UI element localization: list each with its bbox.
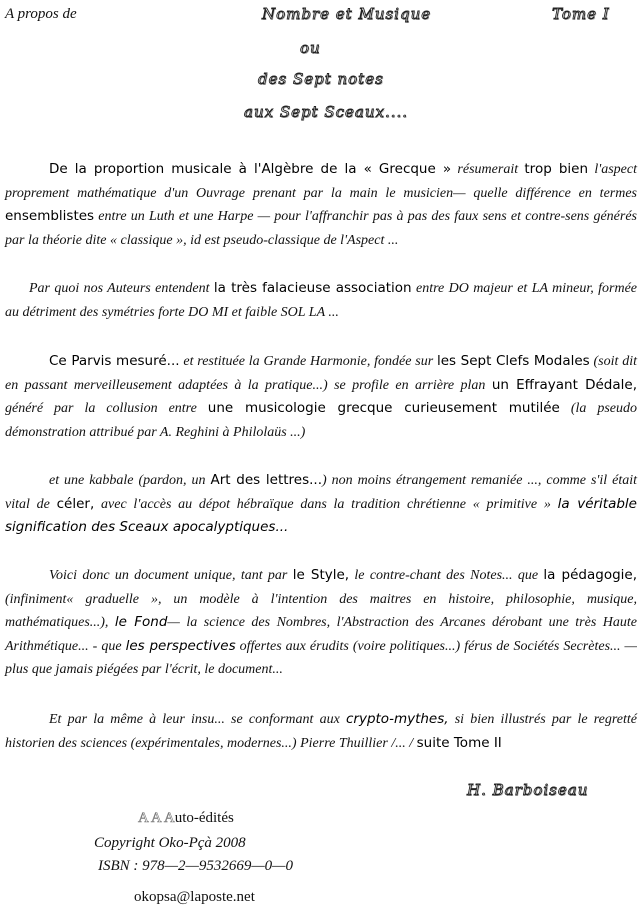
p3-text-1: et restituée la Grande Harmonie, fondée sur (179, 354, 437, 369)
subtitle-seven-notes: des Sept notes (258, 70, 384, 88)
p4-bold-3: la véritable signification des Sceaux apocalyptiques... (5, 495, 637, 535)
p5-text-4: — la science des Nombres, l'Abstraction des Arcanes dérobant une très Haute Arithmétique... - que (5, 615, 637, 654)
self-published-prefix: A A A (138, 810, 175, 826)
p3-bold-2: les Sept Clefs Modales (436, 353, 590, 369)
paragraph-3 (5, 350, 637, 444)
p1-text-3: entre un Luth et une Harpe — pour l'affranchir pas à pas des faux sens et contre-sens générés par la théorie dite « classique », id est pseudo-classique de l'Aspect ... (5, 209, 637, 248)
p6-text-2: si bien illustrés par le regretté historien des sciences (expérimentales, modernes...) Pierre Thuillier /... / (5, 712, 637, 751)
p3-text-3: généré par la collusion entre (5, 401, 208, 416)
p5-text-2: le contre-chant des Notes... que (349, 568, 544, 583)
self-published-note (138, 810, 234, 827)
p1-bold-1: De la proportion musicale à l'Algèbre de la « Grecque » (49, 161, 452, 177)
paragraph-2 (5, 277, 637, 324)
p5-text-3: (infiniment« graduelle », un modèle à l'intention des maitres en histoire, philosophie, musique, mathématiques...), (5, 591, 637, 630)
p6-bold-2: suite Tome II (416, 734, 502, 751)
p6-bold-1: crypto-mythes, (345, 711, 449, 727)
p1-text-1: résumerait (451, 162, 525, 177)
p5-bold-1: le Style, (292, 567, 350, 583)
self-published-text: uto-édités (174, 810, 234, 826)
p3-bold-3: un Effrayant Dédale, (491, 376, 637, 393)
book-title: Nombre et Musique (262, 5, 432, 23)
p5-bold-3: le Fond (114, 614, 168, 630)
author-signature: H. Barboiseau (467, 781, 589, 799)
p3-bold-4: une musicologie grecque curieusement mutilée (207, 400, 560, 416)
p5-bold-4: les perspectives (125, 637, 236, 654)
paragraph-5 (5, 564, 637, 682)
subtitle-seven-seals: aux Sept Sceaux.... (244, 103, 409, 121)
p3-text-2: (soit dit en passant merveilleusement adaptées à la pratique...) se profile en arrière plan (5, 354, 637, 393)
paragraph-4 (5, 469, 637, 540)
isbn-line: ISBN : 978—2—9532669—0—0 (98, 858, 294, 874)
p1-bold-2: trop bien (524, 161, 589, 177)
subtitle-or: ou (300, 39, 321, 57)
p2-text-2: entre DO majeur et LA mineur, formée au détriment des symétries forte DO MI et faible SOL LA ... (5, 281, 637, 320)
header-left-label: A propos de (5, 6, 77, 22)
p5-text-5: offertes aux érudits (voire politiques...) férus de Sociétés Secrètes... — plus que jamais piégées par l'écrit, le document... (5, 638, 637, 677)
p1-text-2: l'aspect proprement mathématique d'un Ouvrage prenant par la main le musicien— quelle différence en termes (5, 162, 637, 201)
p4-bold-2: céler, (56, 495, 95, 512)
p4-text-1: et une kabbale (pardon, un (49, 473, 211, 488)
contact-email: okopsa@laposte.net (134, 889, 255, 905)
copyright-line: Copyright Oko-Pçà 2008 (94, 835, 246, 851)
p3-bold-1: Ce Parvis mesuré... (49, 353, 180, 369)
paragraph-6 (5, 708, 637, 755)
p5-bold-2: la pédagogie, (543, 567, 638, 583)
p4-bold-1: Art des lettres... (210, 472, 323, 488)
p1-bold-3: ensemblistes (5, 208, 95, 224)
p2-text-1: Par quoi nos Auteurs entendent (29, 281, 214, 296)
p4-text-3: avec l'accès au dépot hébraïque dans la tradition chrétienne « primitive » (94, 496, 558, 512)
p6-text-1: Et par la même à leur insu... se conformant aux (49, 712, 346, 727)
p4-text-2: ) non moins étrangement remaniée ..., comme s'il était vital de (5, 473, 637, 512)
p3-text-4: (la pseudo démonstration attribué par A. Reghini à Philolaüs ...) (5, 401, 637, 440)
tome-label: Tome I (552, 5, 610, 23)
p2-bold-1: la très falacieuse association (213, 280, 412, 296)
p5-text-1: Voici donc un document unique, tant par (49, 568, 293, 583)
paragraph-1 (5, 158, 637, 252)
